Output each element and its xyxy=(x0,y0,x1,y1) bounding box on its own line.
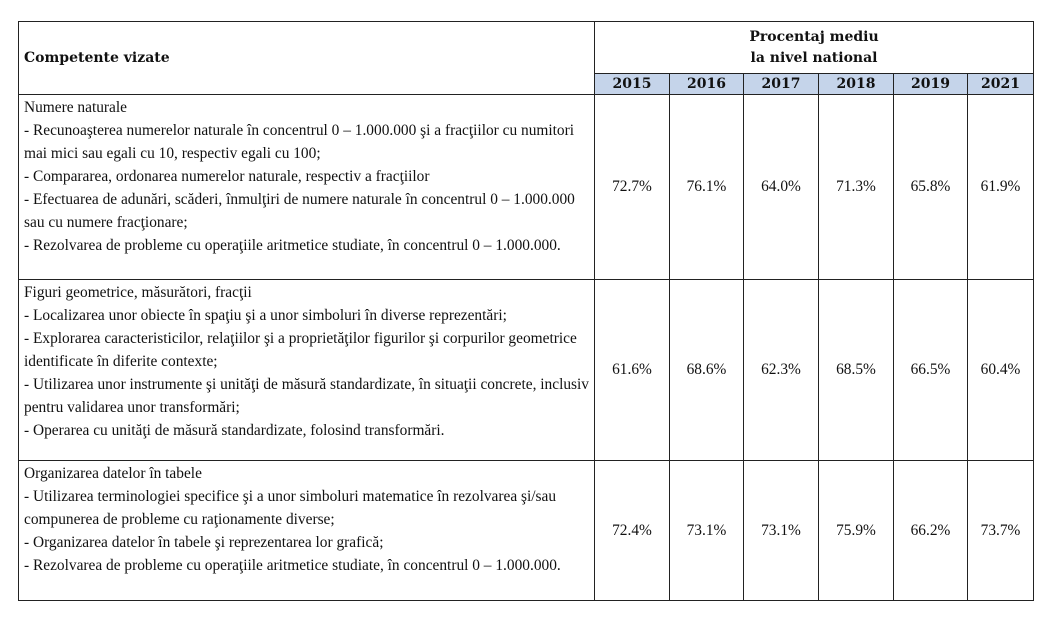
percent-cell: 68.6% xyxy=(670,280,744,461)
percent-cell: 72.4% xyxy=(595,461,670,601)
percent-cell: 75.9% xyxy=(819,461,894,601)
competency-title: Figuri geometrice, măsurători, fracţii xyxy=(24,284,252,301)
table-row xyxy=(19,461,1034,601)
percent-cell: 60.4% xyxy=(968,280,1034,461)
percent-cell: 62.3% xyxy=(744,280,819,461)
competency-title: Organizarea datelor în tabele xyxy=(24,465,202,482)
header-year: 2017 xyxy=(744,74,819,95)
header-year: 2016 xyxy=(670,74,744,95)
competency-description xyxy=(19,461,595,601)
header-year: 2019 xyxy=(894,74,968,95)
competency-line: - Rezolvarea de probleme cu operaţiile aritmetice studiate, în concentrul 0 – 1.000.000. xyxy=(24,237,561,254)
header-year: 2015 xyxy=(595,74,670,95)
header-procentaj-line2: la nivel national xyxy=(750,49,878,66)
competency-line: - Operarea cu unităţi de măsură standardizate, folosind transformări. xyxy=(24,422,445,439)
header-procentaj xyxy=(595,22,1034,74)
competency-line: - Efectuarea de adunări, scăderi, înmulţiri de numere naturale în concentrul 0 – 1.000.000 sau cu numere fracţionare; xyxy=(24,191,575,231)
percent-cell: 61.9% xyxy=(968,95,1034,280)
table-row xyxy=(19,95,1034,280)
percent-cell: 68.5% xyxy=(819,280,894,461)
competency-line: - Utilizarea unor instrumente şi unităţi de măsură standardizate, în situaţii concrete, inclusiv pentru validarea unor transformări; xyxy=(24,376,589,416)
header-competente: Competente vizate xyxy=(19,22,595,95)
competency-line: - Rezolvarea de probleme cu operaţiile aritmetice studiate, în concentrul 0 – 1.000.000. xyxy=(24,557,561,574)
percent-cell: 76.1% xyxy=(670,95,744,280)
header-year: 2018 xyxy=(819,74,894,95)
competency-line: - Organizarea datelor în tabele şi reprezentarea lor grafică; xyxy=(24,534,384,551)
percent-cell: 66.5% xyxy=(894,280,968,461)
header-row-top xyxy=(19,22,1034,74)
percent-cell: 61.6% xyxy=(595,280,670,461)
competente-table xyxy=(18,21,1034,601)
percent-cell: 73.1% xyxy=(744,461,819,601)
percent-cell: 73.1% xyxy=(670,461,744,601)
percent-cell: 66.2% xyxy=(894,461,968,601)
percent-cell: 72.7% xyxy=(595,95,670,280)
percent-cell: 71.3% xyxy=(819,95,894,280)
header-procentaj-line1: Procentaj mediu xyxy=(749,28,879,45)
competency-description xyxy=(19,280,595,461)
competency-line: - Utilizarea terminologiei specifice şi a unor simboluri matematice în rezolvarea şi/sau compunerea de probleme cu raţionamente diverse; xyxy=(24,488,557,528)
competency-line: - Recunoaşterea numerelor naturale în concentrul 0 – 1.000.000 şi a fracţiilor cu numitori mai mici sau egali cu 10, respectiv egali cu 100; xyxy=(24,122,575,162)
competency-line: - Compararea, ordonarea numerelor naturale, respectiv a fracţiilor xyxy=(24,168,430,185)
header-year: 2021 xyxy=(968,74,1034,95)
competency-title: Numere naturale xyxy=(24,99,127,116)
percent-cell: 65.8% xyxy=(894,95,968,280)
table-row xyxy=(19,280,1034,461)
competency-description xyxy=(19,95,595,280)
competency-line: - Localizarea unor obiecte în spaţiu şi a unor simboluri în diverse reprezentări; xyxy=(24,307,507,324)
competency-line: - Explorarea caracteristicilor, relaţiilor şi a proprietăţilor figurilor şi corpurilor geometrice identificate în diferite contexte; xyxy=(24,330,577,370)
percent-cell: 64.0% xyxy=(744,95,819,280)
percent-cell: 73.7% xyxy=(968,461,1034,601)
